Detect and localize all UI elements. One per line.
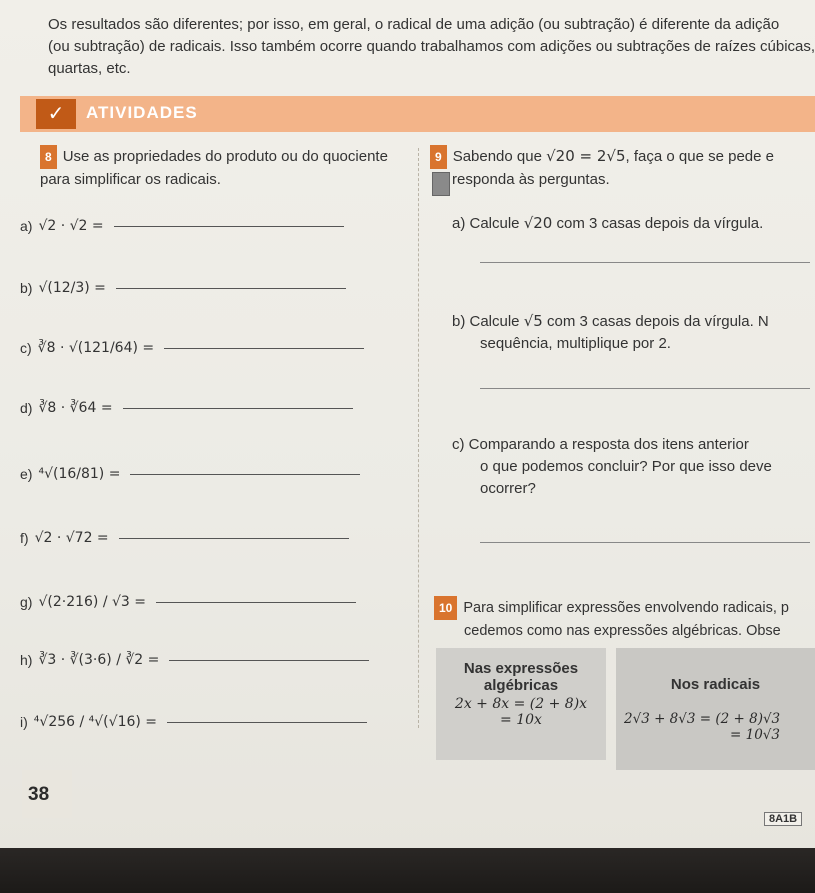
q10-line-2: cedemos como nas expressões algébricas. Obse — [464, 623, 781, 639]
q8-item-i — [20, 714, 367, 730]
book-code-tag: 8A1B — [764, 812, 802, 826]
item-expression: √2 · √72 = — [34, 530, 109, 546]
q10-number: 10 — [434, 596, 457, 620]
item-label: e) — [20, 466, 33, 482]
answer-line[interactable] — [164, 347, 364, 349]
q9-item-a — [452, 212, 763, 235]
q8-item-a — [20, 218, 344, 234]
intro-line-1: Os resultados são diferentes; por isso, em geral, o radical de uma adição (ou subtração) é diferente da adição — [48, 16, 780, 33]
q8-item-d — [20, 400, 353, 416]
q9-c-line-1: c) Comparando a resposta dos itens anterior — [452, 436, 749, 453]
answer-line[interactable] — [169, 659, 369, 661]
answer-line[interactable] — [123, 407, 353, 409]
answer-line[interactable] — [480, 542, 810, 543]
item-label: c) — [20, 340, 32, 356]
item-label: h) — [20, 652, 33, 668]
box-equation-1: 2x + 8x = (2 + 8)x — [454, 696, 588, 712]
item-label: f) — [20, 530, 29, 546]
q9-text-2: responda às perguntas. — [452, 171, 610, 188]
question-10 — [434, 596, 789, 642]
answer-line[interactable] — [130, 473, 360, 475]
q8-statement — [40, 145, 410, 191]
q8-item-e — [20, 466, 360, 482]
box-equation-1: 2√3 + 8√3 = (2 + 8)√3 — [624, 711, 781, 727]
q9-text-a: Sabendo que — [452, 148, 542, 165]
item-expression: ⁴√256 / ⁴√(√16) = — [33, 714, 158, 730]
box-equation-2: = 10√3 — [730, 727, 780, 743]
item-expression: ∛8 · ∛64 = — [38, 400, 113, 416]
item-expression: ⁴√(16/81) = — [38, 466, 121, 482]
intro-paragraph — [48, 14, 815, 80]
q8-number: 8 — [40, 145, 57, 169]
item-label: i) — [20, 714, 28, 730]
q8-item-b — [20, 280, 346, 296]
item-expression: √2 · √2 = — [38, 218, 104, 234]
q9-b-pre: b) Calcule — [452, 313, 520, 330]
background-surface — [0, 848, 815, 893]
q9-item-c — [452, 434, 772, 500]
item-label: a) — [20, 218, 33, 234]
q9-text-b: , faça o que se pede e — [625, 148, 774, 165]
q8-item-g — [20, 594, 356, 610]
intro-line-3: quartas, etc. — [48, 60, 131, 77]
q9-item-b — [452, 310, 769, 355]
q9-a-pre: a) Calcule — [452, 215, 520, 232]
answer-line[interactable] — [116, 287, 346, 289]
q9-b-radical: √5 — [523, 312, 543, 330]
q9-statement — [430, 145, 815, 191]
answer-line[interactable] — [480, 388, 810, 389]
item-label: d) — [20, 400, 33, 416]
item-label: b) — [20, 280, 33, 296]
q9-number: 9 — [430, 145, 447, 169]
q9-a-post: com 3 casas depois da vírgula. — [556, 215, 764, 232]
item-expression: √(2·216) / √3 = — [38, 594, 147, 610]
item-expression: ∛3 · ∛(3·6) / ∛2 = — [38, 652, 160, 668]
q8-item-h — [20, 652, 369, 668]
box-equation-2: = 10x — [500, 712, 542, 728]
box-title-2: algébricas — [483, 677, 559, 694]
q9-b-line-2: sequência, multiplique por 2. — [480, 335, 671, 352]
answer-line[interactable] — [167, 721, 367, 723]
q9-equation: √20 = 2√5 — [546, 147, 626, 165]
question-8 — [40, 145, 410, 191]
column-divider — [418, 148, 419, 728]
intro-line-2: (ou subtração) de radicais. Isso também ocorre quando trabalhamos com adições ou subtrações de raízes cúbicas, — [48, 38, 815, 55]
q9-a-radical: √20 — [523, 214, 553, 232]
check-icon: ✓ — [36, 99, 76, 129]
q9-c-line-3: ocorrer? — [480, 480, 536, 497]
q9-b-post: com 3 casas depois da vírgula. N — [546, 313, 769, 330]
q8-item-f — [20, 530, 349, 546]
item-expression: √(12/3) = — [38, 280, 106, 296]
page-number — [22, 770, 72, 818]
q8-text-1: Use as propriedades do produto ou do quociente — [62, 148, 388, 165]
answer-line[interactable] — [156, 601, 356, 603]
answer-line[interactable] — [114, 225, 344, 227]
q9-c-line-2: o que podemos concluir? Por que isso deve — [480, 458, 772, 475]
box-title-1: Nas expressões — [463, 660, 579, 677]
calculator-icon — [432, 172, 450, 196]
q8-text-2: para simplificar os radicais. — [40, 171, 221, 188]
box-title: Nos radicais — [670, 676, 761, 693]
item-label: g) — [20, 594, 33, 610]
answer-line[interactable] — [119, 537, 349, 539]
answer-line[interactable] — [480, 262, 810, 263]
radical-example-box — [616, 648, 815, 770]
q8-item-c — [20, 340, 364, 356]
question-9 — [430, 145, 815, 191]
page-number-text: 38 — [28, 784, 50, 805]
item-expression: ∛8 · √(121/64) = — [37, 340, 155, 356]
algebraic-example-box — [436, 648, 606, 760]
section-title: ATIVIDADES — [86, 103, 198, 122]
q10-line-1: Para simplificar expressões envolvendo radicais, p — [463, 600, 789, 616]
